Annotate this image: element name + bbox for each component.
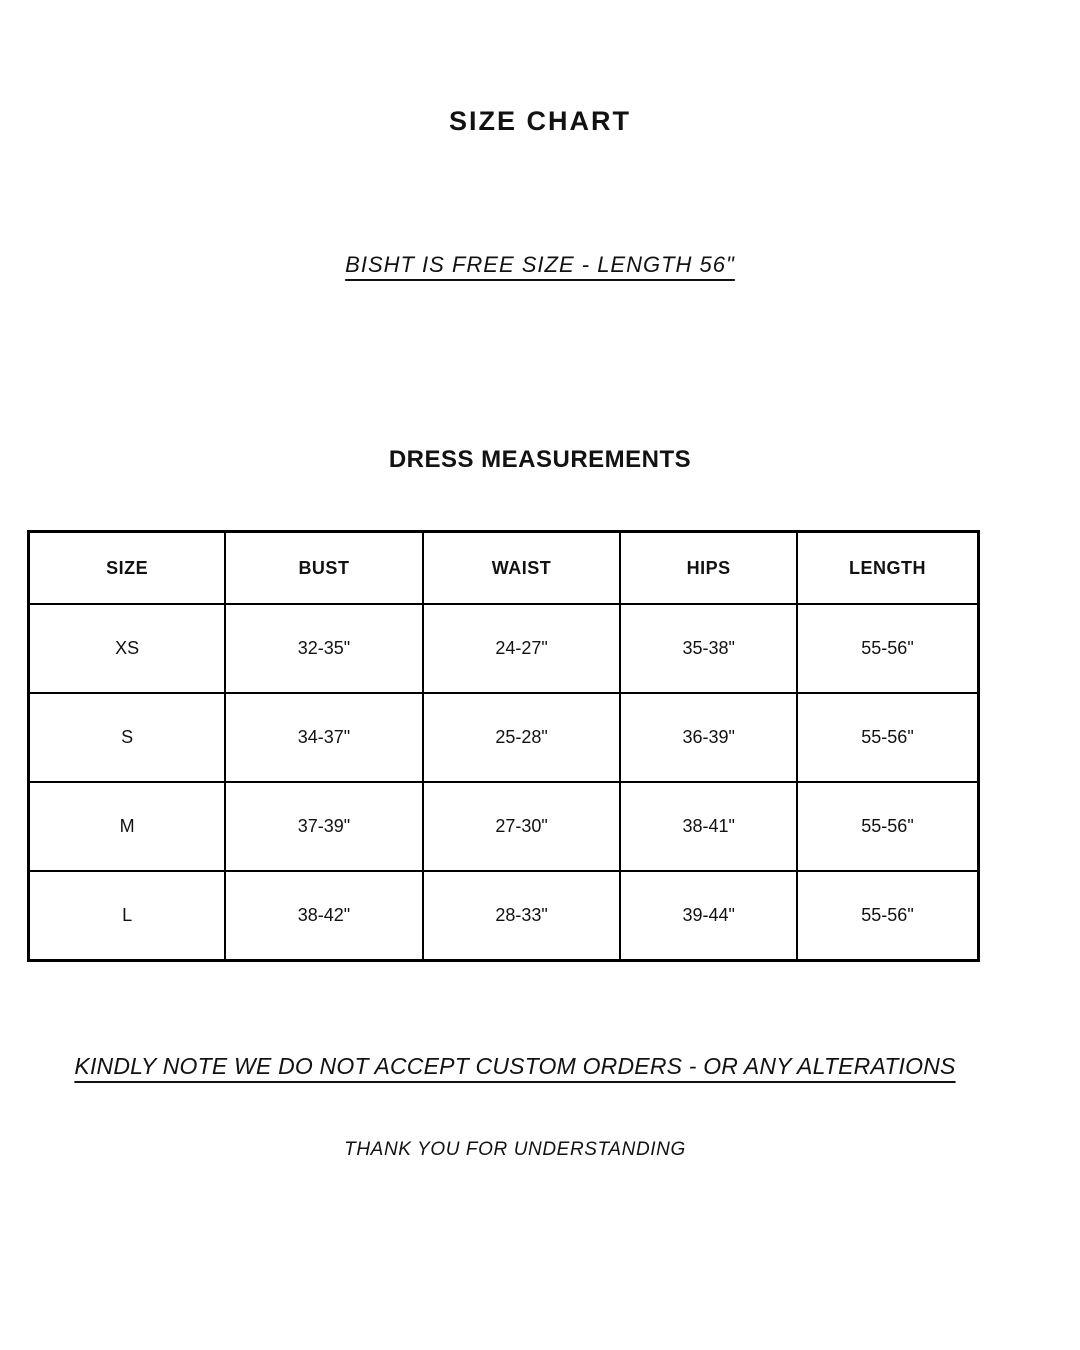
column-header-bust: BUST <box>225 532 423 605</box>
table-cell-size: S <box>29 693 226 782</box>
table-row-m <box>29 782 979 871</box>
table-cell-waist: 28-33" <box>423 871 621 961</box>
size-table <box>27 530 980 962</box>
column-header-waist: WAIST <box>423 532 621 605</box>
table-row-l <box>29 871 979 961</box>
table-cell-bust: 37-39" <box>225 782 423 871</box>
table-row-s <box>29 693 979 782</box>
table-cell-bust: 38-42" <box>225 871 423 961</box>
table-row-xs <box>29 604 979 693</box>
table-cell-size: L <box>29 871 226 961</box>
table-cell-length: 55-56" <box>797 693 978 782</box>
thanks-note: THANK YOU FOR UNDERSTANDING <box>344 1139 686 1160</box>
table-cell-waist: 27-30" <box>423 782 621 871</box>
table-title: DRESS MEASUREMENTS <box>388 446 692 473</box>
table-cell-length: 55-56" <box>797 604 978 693</box>
custom-orders-note: KINDLY NOTE WE DO NOT ACCEPT CUSTOM ORDERS - OR ANY ALTERATIONS <box>74 1053 956 1079</box>
table-header-row <box>29 532 979 605</box>
column-header-hips: HIPS <box>620 532 797 605</box>
table-cell-size: XS <box>29 604 226 693</box>
table-cell-hips: 36-39" <box>620 693 797 782</box>
page-title: SIZE CHART <box>449 106 631 136</box>
table-cell-length: 55-56" <box>797 871 978 961</box>
free-size-note: BISHT IS FREE SIZE - LENGTH 56" <box>345 252 735 277</box>
column-header-length: LENGTH <box>797 532 978 605</box>
table-cell-size: M <box>29 782 226 871</box>
column-header-size: SIZE <box>29 532 226 605</box>
table-cell-waist: 24-27" <box>423 604 621 693</box>
table-cell-bust: 34-37" <box>225 693 423 782</box>
table-cell-hips: 38-41" <box>620 782 797 871</box>
table-cell-hips: 39-44" <box>620 871 797 961</box>
table-cell-bust: 32-35" <box>225 604 423 693</box>
table-cell-length: 55-56" <box>797 782 978 871</box>
table-cell-hips: 35-38" <box>620 604 797 693</box>
table-cell-waist: 25-28" <box>423 693 621 782</box>
